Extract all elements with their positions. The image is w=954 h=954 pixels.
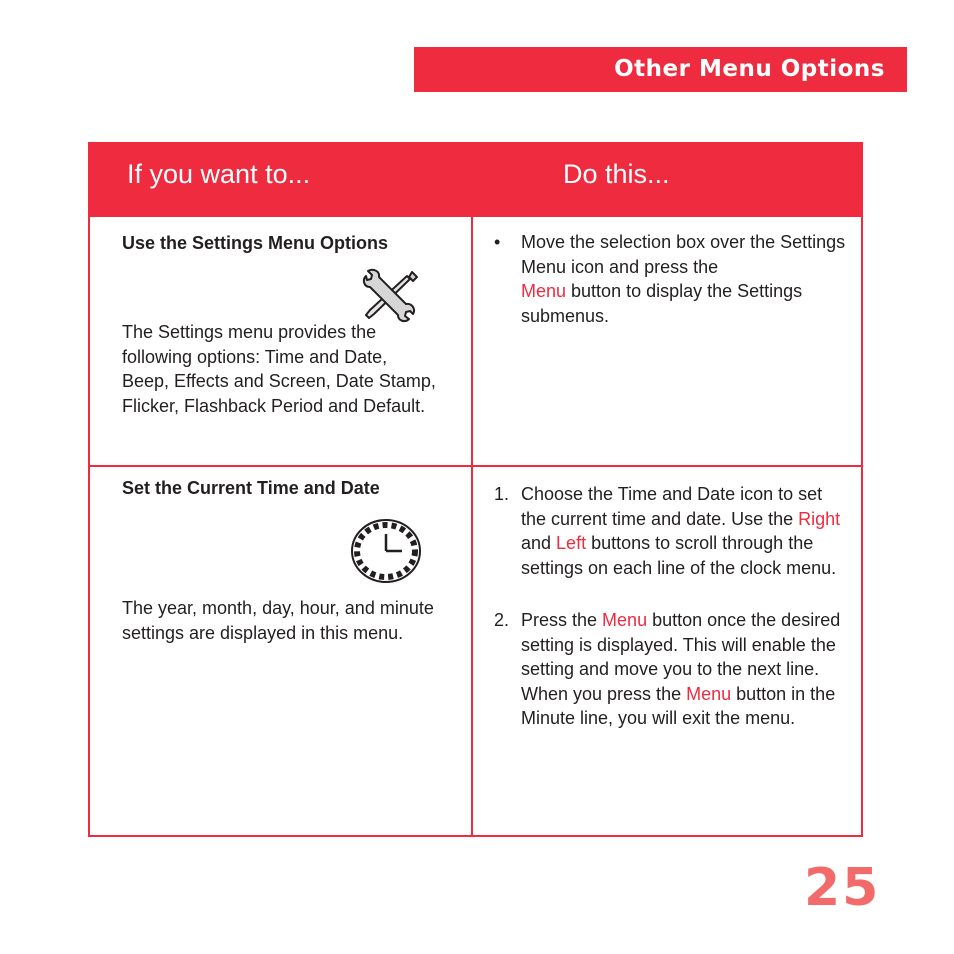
settings-menu-description: The Settings menu provides the following options: Time and Date, Beep, Effects and Screen, Date Stamp, Flicker, Flashback Period and Default. — [122, 322, 436, 416]
header-if-you-want: If you want to... — [127, 159, 311, 189]
settings-menu-title: Use the Settings Menu Options — [122, 233, 389, 253]
bullet: • — [494, 232, 501, 252]
row-divider — [90, 465, 861, 467]
column-divider — [471, 144, 473, 835]
menu-button-label: Menu — [602, 610, 648, 630]
clock-icon — [350, 518, 422, 584]
right-button-label: Right — [798, 508, 841, 529]
menu-button-label: Menu — [521, 281, 567, 301]
time-date-title: Set the Current Time and Date — [122, 478, 380, 498]
section-banner — [414, 47, 907, 92]
step-text: Press the Menu button once the desired setting is displayed. This will enable the setting and move you to the next line. When you press the Menu button in the Minute line, you will exit the menu. — [521, 610, 841, 728]
menu-button-label: Menu — [686, 683, 732, 704]
header-do-this: Do this... — [563, 159, 670, 189]
time-date-step-1 — [494, 482, 846, 580]
page-number: 25 — [804, 858, 881, 918]
time-date-step-2 — [494, 608, 846, 731]
step-number: 1. — [494, 484, 510, 504]
left-button-label: Left — [556, 533, 587, 553]
step-number: 2. — [494, 610, 510, 630]
instruction-text: Move the selection box over the Settings Menu icon and press the Menu button to display the Settings submenus. — [521, 232, 846, 326]
section-title: Other Menu Options — [614, 56, 885, 82]
time-date-description: The year, month, day, hour, and minute settings are displayed in this menu. — [122, 598, 434, 643]
menu-options-table — [88, 142, 863, 837]
table-header — [90, 144, 861, 217]
step-text: Choose the Time and Date icon to set the current time and date. Use the Right and Left buttons to scroll through the settings on each line of the clock menu. — [521, 484, 841, 578]
wrench-screwdriver-icon — [360, 268, 420, 324]
settings-menu-instruction — [494, 230, 846, 328]
